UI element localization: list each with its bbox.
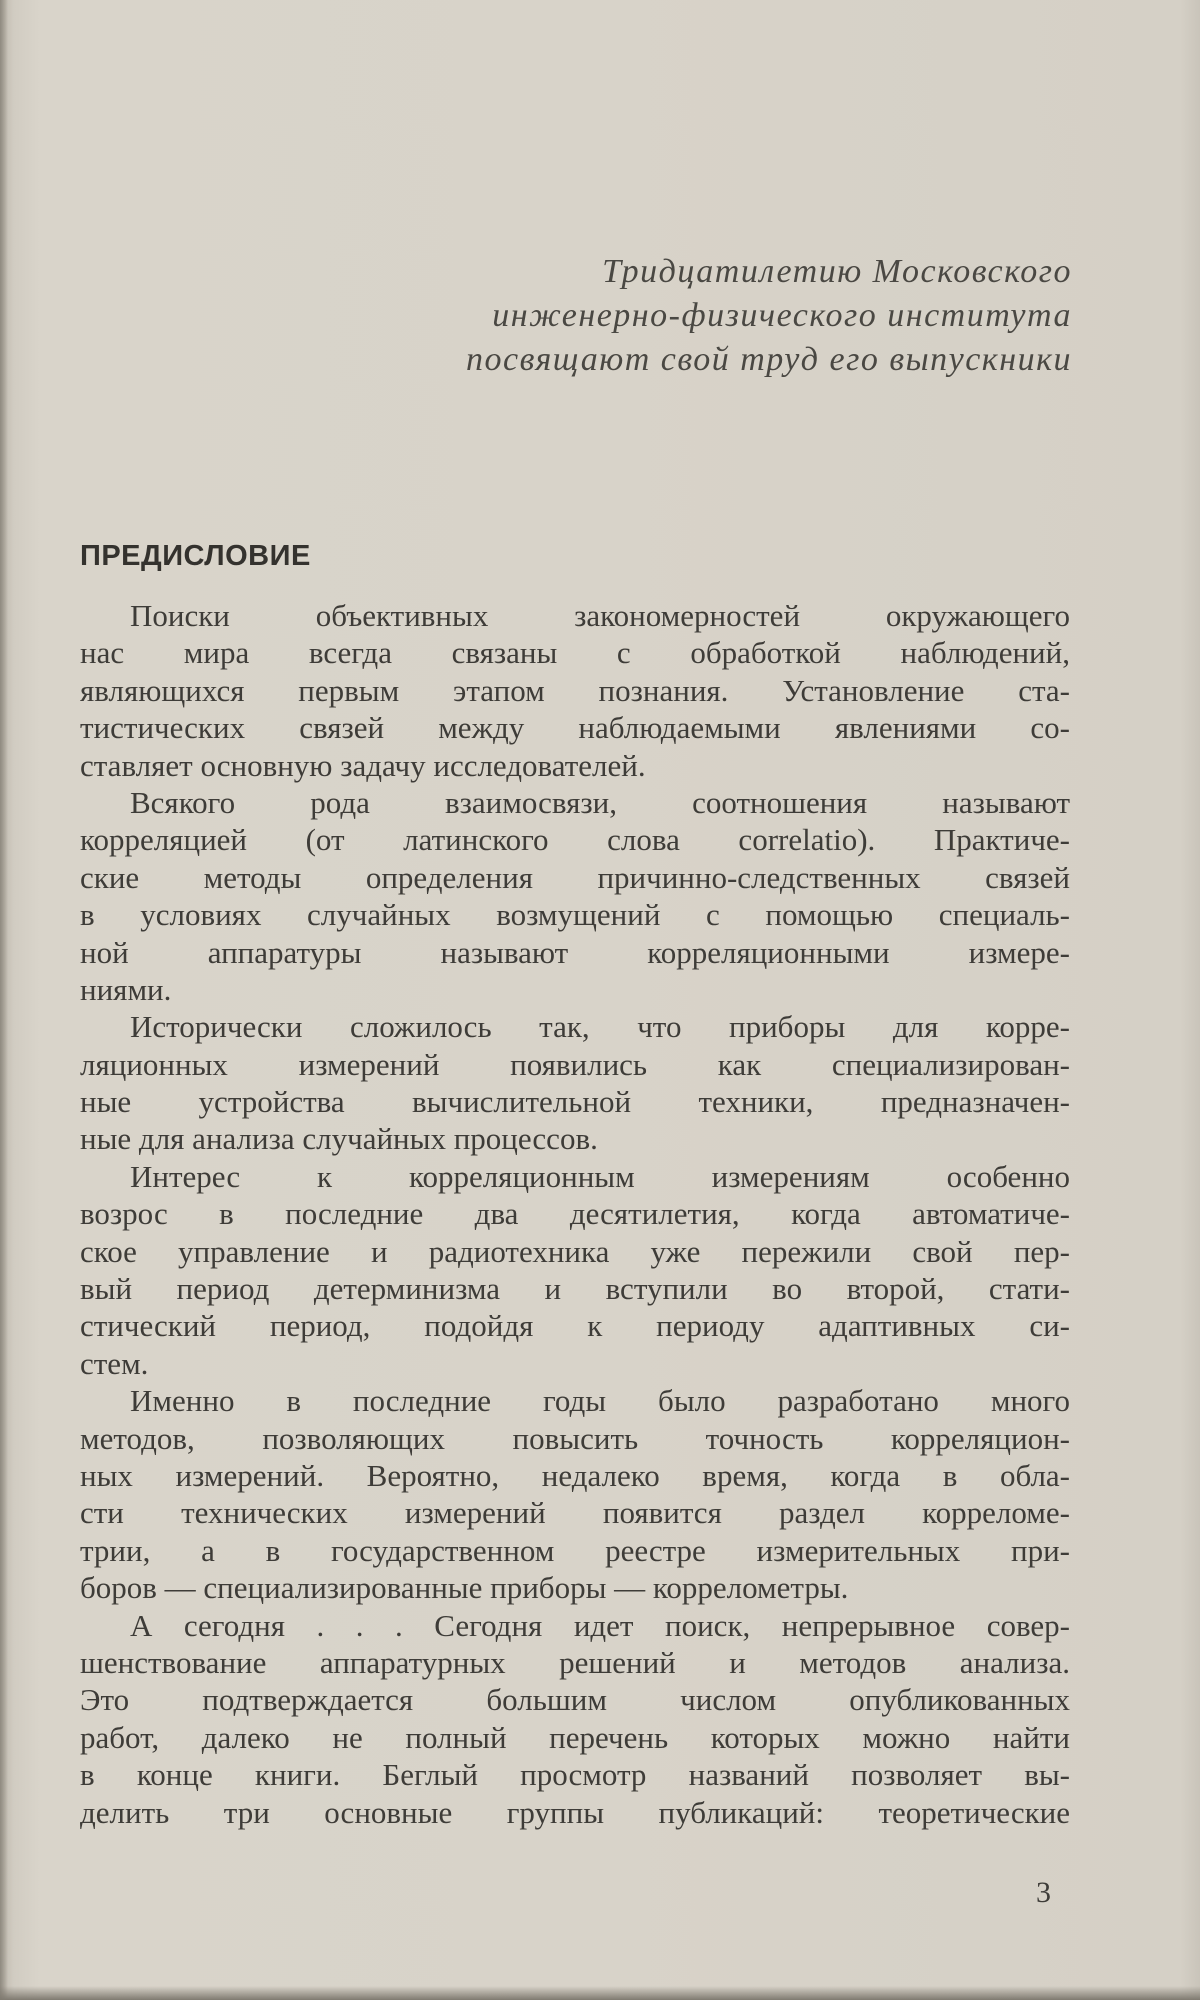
- text-line: шенствование аппаратурных решений и методов анализа.: [80, 1644, 1070, 1680]
- text-line: нас мира всегда связаны с обработкой наблюдений,: [80, 635, 1070, 671]
- text-line: Это подтверждается большим числом опубликованных: [80, 1682, 1070, 1718]
- epigraph-line: посвящают свой труд его выпускники: [466, 341, 1072, 378]
- text-line: в конце книги. Беглый просмотр названий позволяет вы-: [80, 1757, 1070, 1793]
- text-line: трии, а в государственном реестре измерительных при-: [80, 1532, 1070, 1568]
- text-line: Всякого рода взаимосвязи, соотношения называют: [130, 784, 1070, 820]
- body-text: [80, 597, 1070, 1831]
- text-line: делить три основные группы публикаций: теоретические: [80, 1794, 1070, 1830]
- text-line: в условиях случайных возмущений с помощью специаль-: [80, 897, 1070, 933]
- text-line: Исторически сложилось так, что приборы для корре-: [130, 1009, 1070, 1045]
- text-line: стем.: [80, 1345, 149, 1381]
- text-line: А сегодня . . . Сегодня идет поиск, непрерывное совер-: [130, 1607, 1070, 1643]
- text-line: Именно в последние годы было разработано много: [130, 1383, 1070, 1419]
- page-bottom-edge: [0, 1986, 1200, 2000]
- epigraph-line: инженерно-физического института: [492, 297, 1072, 334]
- text-line: ские методы определения причинно-следственных связей: [80, 859, 1070, 895]
- text-line: ляционных измерений появились как специализирован-: [80, 1046, 1070, 1082]
- text-line: работ, далеко не полный перечень которых можно найти: [80, 1719, 1070, 1755]
- epigraph: [312, 250, 1072, 382]
- text-line: ной аппаратуры называют корреляционными измере-: [80, 934, 1070, 970]
- text-line: вый период детерминизма и вступили во второй, стати-: [80, 1271, 1070, 1307]
- section-heading: ПРЕДИСЛОВИЕ: [80, 540, 311, 572]
- text-line: стический период, подойдя к периоду адаптивных си-: [80, 1308, 1070, 1344]
- text-line: сти технических измерений появится раздел корреломе-: [80, 1495, 1070, 1531]
- text-line: методов, позволяющих повысить точность корреляцион-: [80, 1420, 1070, 1456]
- text-line: ское управление и радиотехника уже пережили свой пер-: [80, 1233, 1070, 1269]
- text-line: ниями.: [80, 971, 172, 1007]
- text-line: Поиски объективных закономерностей окружающего: [130, 598, 1070, 633]
- text-line: возрос в последние два десятилетия, когда автоматиче-: [80, 1196, 1070, 1232]
- text-line: ных измерений. Вероятно, недалеко время, когда в обла-: [80, 1457, 1070, 1493]
- epigraph-line: Тридцатилетию Московского: [602, 253, 1072, 290]
- text-line: ные устройства вычислительной техники, предназначен-: [80, 1084, 1070, 1120]
- text-line: ставляет основную задачу исследователей.: [80, 747, 646, 783]
- text-line: ные для анализа случайных процессов.: [80, 1121, 598, 1157]
- text-line: Интерес к корреляционным измерениям особенно: [130, 1158, 1070, 1194]
- page-number: 3: [1036, 1876, 1051, 1909]
- spine-shadow: [0, 0, 8, 2000]
- text-line: являющихся первым этапом познания. Установление ста-: [80, 672, 1070, 708]
- text-line: боров — специализированные приборы — коррелометры.: [80, 1570, 849, 1606]
- text-line: тистических связей между наблюдаемыми явлениями со-: [80, 710, 1070, 746]
- text-line: корреляцией (от латинского слова correlatio). Практиче-: [80, 822, 1070, 858]
